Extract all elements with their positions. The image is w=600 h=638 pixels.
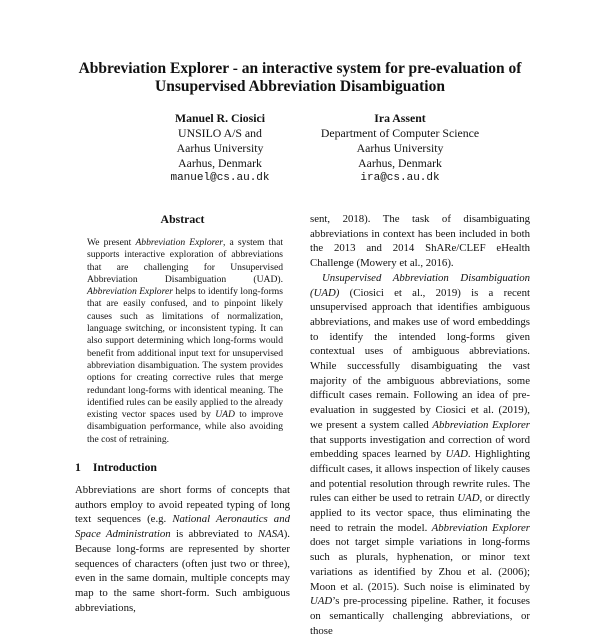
title-line-2: Unsupervised Abbreviation Disambiguation <box>155 78 445 95</box>
author-affiliation-line: Aarhus University <box>176 141 264 155</box>
author-affiliation-line: Aarhus, Denmark <box>178 156 262 170</box>
abstract-heading: Abstract <box>160 212 205 226</box>
intro-paragraph: Abbreviations are short forms of concepts that authors employ to avoid repeated typing of long text sequences (e.g. National Aeronautics and Space Administration is abbreviated to NASA). Because long-forms are represented by shorter sequences of characters (often just two or three), even in the same domain, multiple concepts may map to the same short-form. Such ambiguous abbreviations, <box>75 484 290 614</box>
author-name: Manuel R. Ciosici <box>174 111 266 125</box>
author-block-2 <box>300 111 500 186</box>
author-affiliation-line: Aarhus University <box>356 141 444 155</box>
section-heading-introduction: 1 Introduction <box>75 460 157 475</box>
author-affiliation-line: Department of Computer Science <box>320 126 480 140</box>
body-paragraph: Unsupervised Abbreviation Disambiguation (UAD) (Ciosici et al., 2019) is a recent unsupervised approach that identifies ambiguous abbreviations, and makes use of word embeddings to identify the intended long-forms given contextual uses of ambiguous abbreviations. While successfully disambiguating the vast majority of the ambiguous abbreviations, some difficult cases remain. Following an idea of pre-evaluation in suggested by Ciosici et al. (2019), we present a system called Abbreviation Explorer that supports investigation and correction of word embedding spaces learned by UAD. Highlighting difficult cases, it allows inspection of likely causes and potential resolution through rewrite rules. The rules can either be used to retrain UAD, or directly applied to its vector space, thus eliminating the need to retrain the model. Abbreviation Explorer does not target simple variations in long-forms such as plurals, hyphenation, or minor text variations as identified by Zhou et al. (2006); Moon et al. (2015). Such noise is eliminated by UAD’s pre-processing pipeline. Rather, it focuses on semantically challenging abbreviations, or those <box>310 271 530 637</box>
author-email: ira@cs.au.dk <box>360 172 440 184</box>
right-column <box>310 212 530 638</box>
paper-title <box>60 60 540 96</box>
abstract-text: We present Abbreviation Explorer, a system that supports interactive exploration of abbreviations that are challenging for Unsupervised Abbreviation Disambiguation (UAD). Abbreviation Explorer helps to identify long-forms that are easily confused, and to pinpoint likely causes such as limitations of normalization, language switching, or inconsistent typing. It can also support determining which long-forms would benefit from additional input text for unsupervised abbreviation disambiguation. The system provides options for creating corrective rules that merge redundant long-forms with identical meaning. The identified rules can be easily applied to the already existing vector spaces used by UAD to improve disambiguation performance, while also avoiding the cost of retraining. <box>87 237 284 445</box>
left-column <box>75 212 290 615</box>
author-block-1 <box>130 111 310 186</box>
author-affiliation-line: UNSILO A/S and <box>178 126 262 140</box>
author-email: manuel@cs.au.dk <box>170 172 270 184</box>
title-line-1: Abbreviation Explorer - an interactive system for pre-evaluation of <box>78 60 522 77</box>
body-paragraph: sent, 2018). The task of disambiguating abbreviations in context has been included in both the 2013 and 2014 ShARe/CLEF eHealth Challenge (Mowery et al., 2016). <box>310 213 530 270</box>
author-affiliation-line: Aarhus, Denmark <box>358 156 442 170</box>
author-name: Ira Assent <box>374 111 426 125</box>
